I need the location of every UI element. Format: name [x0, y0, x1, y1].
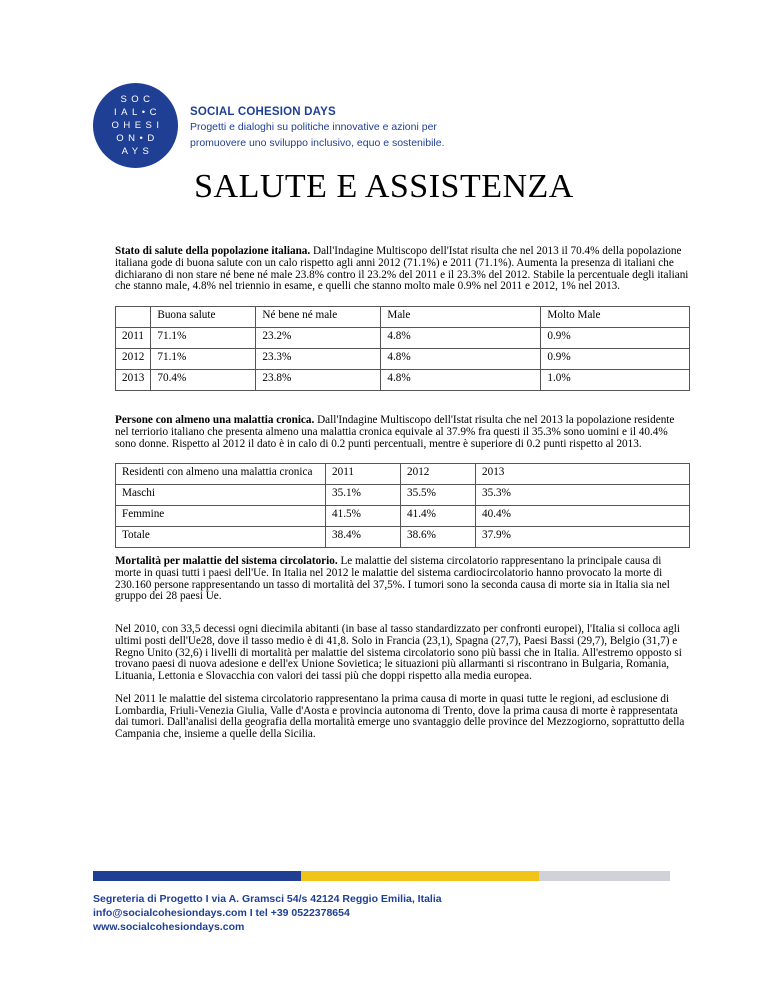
table-row: [116, 349, 690, 370]
table-header-row: [116, 464, 690, 485]
logo-line: OHESI: [111, 120, 164, 131]
table-row: [116, 328, 690, 349]
table-cell: 4.8%: [381, 328, 541, 349]
table-cell: [116, 307, 151, 328]
section-health-status: [115, 235, 690, 304]
table-cell: 4.8%: [381, 370, 541, 391]
table-cell: 35.1%: [326, 485, 401, 506]
table-cell: 41.5%: [326, 506, 401, 527]
table-cell: 71.1%: [151, 328, 256, 349]
section-heading: Mortalità per malattie del sistema circolatorio.: [115, 555, 338, 568]
section-circulatory-mortality: [115, 545, 690, 614]
table-cell: 38.6%: [401, 527, 476, 548]
table-cell: Residenti con almeno una malattia cronica: [116, 464, 326, 485]
table-cell: 2012: [116, 349, 151, 370]
table-cell: 38.4%: [326, 527, 401, 548]
section-body: Dall'Indagine Multiscopo dell'Istat risulta che nel 2013 la popolazione residente nel terriorio italiano che presenta almeno una malattia cronica equivale al 37.9% fra questi il 35.3% sono uomini e il 40.4% sono donne. Rispetto al 2012 il dato è in calo di 0.2 punti percentuali, mentre è superiore di 0.2 punti rispetto al 2013.: [115, 414, 675, 450]
table-header-row: [116, 307, 690, 328]
table-cell: 41.4%: [401, 506, 476, 527]
table-cell: Né bene né male: [256, 307, 381, 328]
footer-bar-grey: [539, 871, 670, 881]
page-title: SALUTE E ASSISTENZA: [194, 168, 574, 205]
table-cell: 23.3%: [256, 349, 381, 370]
footer-email-phone[interactable]: info@socialcohesiondays.com I tel +39 0522378654: [93, 907, 350, 919]
footer-website-link[interactable]: www.socialcohesiondays.com: [93, 921, 245, 933]
table-cell: 2013: [476, 464, 690, 485]
table-row: [116, 370, 690, 391]
table-cell: 4.8%: [381, 349, 541, 370]
table-cell: Maschi: [116, 485, 326, 506]
table-cell: 2011: [116, 328, 151, 349]
logo-badge: [93, 83, 178, 168]
table-cell: Male: [381, 307, 541, 328]
section-heading: Stato di salute della popolazione italiana.: [115, 245, 311, 258]
table-row: [116, 485, 690, 506]
table-cell: 1.0%: [541, 370, 690, 391]
table-cell: Totale: [116, 527, 326, 548]
table-cell: 2012: [401, 464, 476, 485]
paragraph: Nel 2011 le malattie del sistema circolatorio rappresentano la prima causa di morte in quasi tutte le regioni, ad esclusione di Lombardia, Friuli-Venezia Giulia, Valle d'Aosta e provincia autonoma di Trento, dove la prima causa di morte è rappresentata dai tumori. Dall'analisi della geografia della mortalità emerge uno svantaggio delle province del Mezzogiorno, soprattutto della Campania che, insieme a quelle della Sicilia.: [115, 692, 685, 740]
brand-tagline: promuovere uno sviluppo inclusivo, equo e sostenibile.: [190, 137, 445, 149]
footer-address: Segreteria di Progetto I via A. Gramsci 54/s 42124 Reggio Emilia, Italia: [93, 893, 442, 905]
table-cell: Femmine: [116, 506, 326, 527]
table-cell: 37.9%: [476, 527, 690, 548]
logo-line: ON•D: [116, 133, 159, 144]
brand-name: SOCIAL COHESION DAYS: [190, 106, 336, 118]
logo-line: AYS: [121, 146, 154, 157]
table-cell: 0.9%: [541, 349, 690, 370]
logo-line: SOC: [120, 94, 155, 105]
section-heading: Persone con almeno una malattia cronica.: [115, 414, 315, 427]
table-cell: 2011: [326, 464, 401, 485]
brand-tagline: Progetti e dialoghi su politiche innovative e azioni per: [190, 121, 437, 133]
section-mortality-details: [115, 613, 690, 752]
table-cell: 71.1%: [151, 349, 256, 370]
section-chronic-disease: [115, 404, 690, 461]
chronic-disease-table: [115, 463, 690, 548]
table-cell: 40.4%: [476, 506, 690, 527]
section-body: Dall'Indagine Multiscopo dell'Istat risulta che nel 2013 il 70.4% della popolazione italiana gode di buona salute con un calo rispetto agli anni 2012 (71.1%) e 2011 (71.1%). Aumenta la presenza di italiani che dichiarano di non stare né bene né male 23.8% contro il 23.2% del 2011 e il 23.3% del 2012. Stabile la percentuale degli italiani che stanno male, 4.8% nel triennio in esame, e quelli che stanno molto male 0.9% nel 2011 e 2012, 1% nel 2013.: [115, 245, 689, 293]
section-body: Le malattie del sistema circolatorio rappresentano la principale causa di morte in quasi tutti i paesi dell'Ue. In Italia nel 2012 le malattie del sistema cardiocircolatorio hanno provocato la morte di 230.160 persone rappresentando un tasso di mortalità del 37,5%. I tumori sono la seconda causa di morte sia in Italia sia nel gruppo dei 28 paesi Ue.: [115, 555, 670, 603]
table-cell: Buona salute: [151, 307, 256, 328]
table-cell: 23.2%: [256, 328, 381, 349]
health-status-table: [115, 306, 690, 391]
footer-contact: [93, 892, 442, 934]
table-cell: 0.9%: [541, 328, 690, 349]
table-row: [116, 506, 690, 527]
table-cell: Molto Male: [541, 307, 690, 328]
logo-line: IAL•C: [114, 107, 161, 118]
table-cell: 2013: [116, 370, 151, 391]
table-cell: 70.4%: [151, 370, 256, 391]
table-cell: 35.3%: [476, 485, 690, 506]
footer-bar-blue: [93, 871, 301, 881]
paragraph: Nel 2010, con 33,5 decessi ogni diecimila abitanti (in base al tasso standardizzato per confronti europei), l'Italia si colloca agli ultimi posti dell'Ue28, dove il tasso medio è di 41,8. Solo in Francia (23,1), Spagna (27,7), Paesi Bassi (29,7), Belgio (31,7) e Regno Unito (32,6) i livelli di mortalità per malattie del sistema circolatorio sono più bassi che in Italia. All'estremo opposto si trovano paesi di nuova adesione e dell'ex Unione Sovietica; le situazioni più allarmanti si riscontrano in Bulgaria, Romania, Lituania, Lettonia e Slovacchia con valori dei tassi più che doppi rispetto alla media europea.: [115, 623, 682, 682]
table-cell: 23.8%: [256, 370, 381, 391]
footer-bar-yellow: [301, 871, 539, 881]
brand-block: [190, 106, 445, 150]
table-cell: 35.5%: [401, 485, 476, 506]
